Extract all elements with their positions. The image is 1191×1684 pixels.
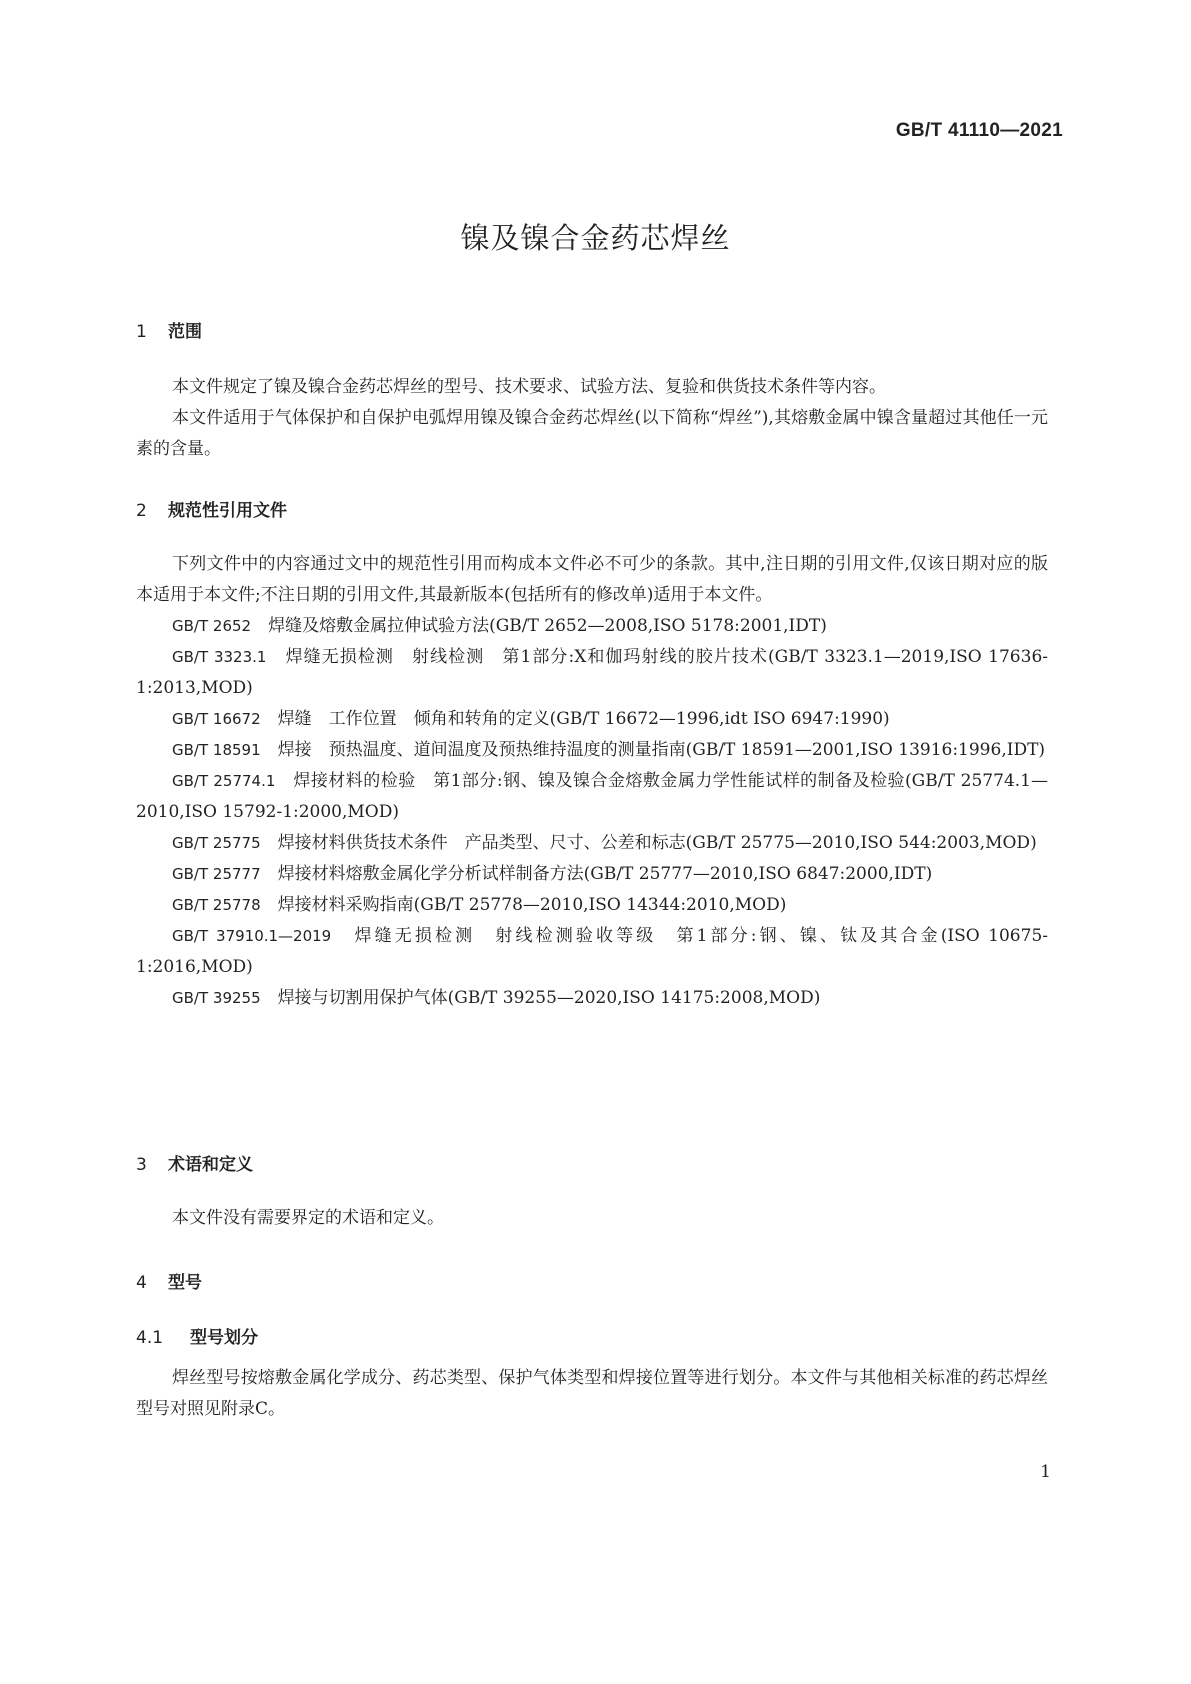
reference-code: GB/T 39255 <box>172 989 261 1007</box>
section-2-heading <box>136 496 287 521</box>
reference-text: 焊接材料熔敷金属化学分析试样制备方法(GB/T 25777—2010,ISO 6847:2000,IDT) <box>277 864 933 884</box>
section-1-body <box>136 372 1048 465</box>
paragraph: 本文件没有需要界定的术语和定义。 <box>172 1208 444 1228</box>
reference-text: 焊接与切割用保护气体(GB/T 39255—2020,ISO 14175:2008,MOD) <box>277 988 821 1008</box>
subsection-number: 4.1 <box>136 1328 164 1348</box>
reference-item <box>136 704 1048 735</box>
reference-text: 焊接材料采购指南(GB/T 25778—2010,ISO 14344:2010,MOD) <box>277 895 787 915</box>
standard-code: GB/T 41110—2021 <box>895 120 1063 141</box>
reference-code: GB/T 25775 <box>172 834 261 852</box>
section-title: 型号 <box>168 1273 202 1293</box>
reference-code: GB/T 18591 <box>172 741 261 759</box>
reference-list <box>136 611 1048 1014</box>
section-number: 4 <box>136 1273 147 1293</box>
section-number: 3 <box>136 1155 147 1175</box>
section-title: 范围 <box>168 322 202 342</box>
subsection-4-1-heading <box>136 1323 258 1348</box>
section-number: 1 <box>136 322 147 342</box>
reference-text: 焊缝无损检测 射线检测 第1部分:X和伽玛射线的胶片技术(GB/T 3323.1—2019,ISO 17636-1:2013,MOD) <box>136 647 1049 698</box>
section-title: 规范性引用文件 <box>168 501 287 521</box>
reference-code: GB/T 25778 <box>172 896 261 914</box>
reference-item <box>136 890 1048 921</box>
reference-code: GB/T 3323.1 <box>172 648 267 666</box>
reference-text: 焊接材料的检验 第1部分:钢、镍及镍合金熔敷金属力学性能试样的制备及检验(GB/T 25774.1—2010,ISO 15792-1:2000,MOD) <box>136 771 1048 822</box>
reference-text: 焊缝无损检测 射线检测验收等级 第1部分:钢、镍、钛及其合金(ISO 10675-1:2016,MOD) <box>136 926 1049 977</box>
document-title: 镍及镍合金药芯焊丝 <box>460 221 731 255</box>
reference-text: 焊接 预热温度、道间温度及预热维持温度的测量指南(GB/T 18591—2001,ISO 13916:1996,IDT) <box>277 740 1046 760</box>
reference-code: GB/T 25777 <box>172 865 261 883</box>
section-3-body <box>136 1203 1048 1234</box>
section-title: 术语和定义 <box>168 1155 253 1175</box>
section-2-body <box>136 549 1048 1014</box>
reference-item <box>136 611 1048 642</box>
section-4-heading <box>136 1268 202 1293</box>
page-number: 1 <box>1040 1462 1051 1482</box>
paragraph: 本文件适用于气体保护和自保护电弧焊用镍及镍合金药芯焊丝(以下简称“焊丝”),其熔敷金属中镍含量超过其他任一元素的含量。 <box>136 408 1048 459</box>
reference-code: GB/T 2652 <box>172 617 252 635</box>
reference-item <box>136 983 1048 1014</box>
reference-text: 焊缝 工作位置 倾角和转角的定义(GB/T 16672—1996,idt ISO 6947:1990) <box>277 709 890 729</box>
section-number: 2 <box>136 501 147 521</box>
section-1-heading <box>136 317 202 342</box>
subsection-title: 型号划分 <box>190 1328 258 1348</box>
reference-item <box>136 766 1048 828</box>
section-3-heading <box>136 1150 253 1175</box>
paragraph: 焊丝型号按熔敷金属化学成分、药芯类型、保护气体类型和焊接位置等进行划分。本文件与其他相关标准的药芯焊丝型号对照见附录C。 <box>136 1368 1048 1419</box>
reference-item <box>136 642 1048 704</box>
paragraph: 本文件规定了镍及镍合金药芯焊丝的型号、技术要求、试验方法、复验和供货技术条件等内容。 <box>172 377 886 397</box>
subsection-4-1-body <box>136 1363 1048 1425</box>
paragraph: 下列文件中的内容通过文中的规范性引用而构成本文件必不可少的条款。其中,注日期的引用文件,仅该日期对应的版本适用于本文件;不注日期的引用文件,其最新版本(包括所有的修改单)适用于本文件。 <box>136 554 1048 605</box>
reference-item <box>136 735 1048 766</box>
reference-code: GB/T 25774.1 <box>172 772 276 790</box>
reference-text: 焊接材料供货技术条件 产品类型、尺寸、公差和标志(GB/T 25775—2010,ISO 544:2003,MOD) <box>277 833 1037 853</box>
reference-item <box>136 921 1048 983</box>
reference-item <box>136 828 1048 859</box>
reference-text: 焊缝及熔敷金属拉伸试验方法(GB/T 2652—2008,ISO 5178:2001,IDT) <box>268 616 827 636</box>
reference-code: GB/T 16672 <box>172 710 261 728</box>
reference-code: GB/T 37910.1—2019 <box>172 927 332 945</box>
reference-item <box>136 859 1048 890</box>
